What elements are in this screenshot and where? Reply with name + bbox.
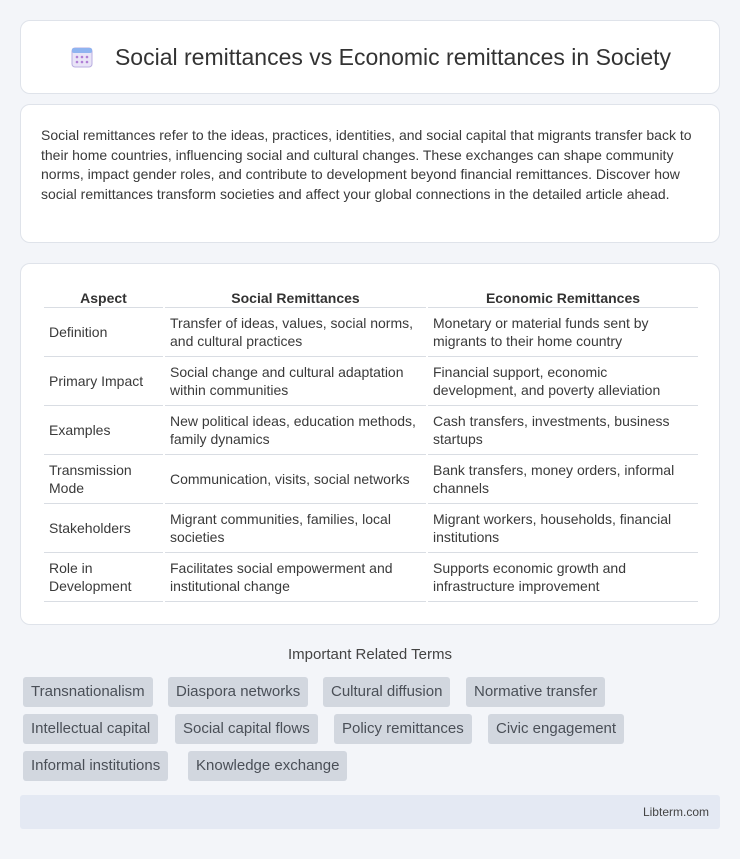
- aspect-cell: Stakeholders: [44, 504, 163, 553]
- social-cell: Social change and cultural adaptation within communities: [165, 357, 426, 406]
- economic-cell: Cash transfers, investments, business startups: [428, 406, 698, 455]
- economic-cell: Migrant workers, households, financial institutions: [428, 504, 698, 553]
- calendar-grid-icon: [69, 44, 95, 70]
- table-row: [44, 308, 698, 357]
- social-cell: Communication, visits, social networks: [165, 455, 426, 504]
- intro-card: [20, 104, 720, 243]
- term-tag-transnationalism[interactable]: Transnationalism: [23, 677, 153, 707]
- header-card: [20, 20, 720, 94]
- aspect-cell: Transmission Mode: [44, 455, 163, 504]
- table-row: [44, 553, 698, 602]
- comparison-table: [42, 284, 700, 602]
- table-row: [44, 357, 698, 406]
- header-economic: Economic Remittances: [428, 284, 698, 308]
- term-tag-knowledge-exchange[interactable]: Knowledge exchange: [188, 751, 347, 781]
- aspect-cell: Examples: [44, 406, 163, 455]
- social-cell: Facilitates social empowerment and institutional change: [165, 553, 426, 602]
- comparison-table-card: [20, 263, 720, 625]
- economic-cell: Supports economic growth and infrastructure improvement: [428, 553, 698, 602]
- footer: [20, 795, 720, 829]
- footer-site-link[interactable]: Libterm.com: [642, 805, 709, 819]
- social-cell: Transfer of ideas, values, social norms, and cultural practices: [165, 308, 426, 357]
- social-cell: Migrant communities, families, local societies: [165, 504, 426, 553]
- page-title: Social remittances vs Economic remittances in Society: [114, 43, 672, 70]
- economic-cell: Bank transfers, money orders, informal channels: [428, 455, 698, 504]
- term-tag-normative-transfer[interactable]: Normative transfer: [466, 677, 605, 707]
- economic-cell: Monetary or material funds sent by migrants to their home country: [428, 308, 698, 357]
- term-tag-intellectual-capital[interactable]: Intellectual capital: [23, 714, 158, 744]
- social-cell: New political ideas, education methods, family dynamics: [165, 406, 426, 455]
- term-tag-cultural-diffusion[interactable]: Cultural diffusion: [323, 677, 450, 707]
- term-tag-social-capital-flows[interactable]: Social capital flows: [175, 714, 318, 744]
- header-social: Social Remittances: [165, 284, 426, 308]
- economic-cell: Financial support, economic development, and poverty alleviation: [428, 357, 698, 406]
- table-header-row: [44, 284, 698, 308]
- aspect-cell: Primary Impact: [44, 357, 163, 406]
- term-tag-civic-engagement[interactable]: Civic engagement: [488, 714, 624, 744]
- table-row: [44, 504, 698, 553]
- term-tag-policy-remittances[interactable]: Policy remittances: [334, 714, 472, 744]
- table-row: [44, 455, 698, 504]
- header-aspect: Aspect: [44, 284, 163, 308]
- aspect-cell: Role in Development: [44, 553, 163, 602]
- term-tag-informal-institutions[interactable]: Informal institutions: [23, 751, 168, 781]
- table-row: [44, 406, 698, 455]
- related-terms-title: Important Related Terms: [288, 646, 452, 663]
- intro-text: Social remittances refer to the ideas, practices, identities, and social capital that migrants transfer back to their home countries, influencing social and cultural changes. These exchanges can shape community norms, impact gender roles, and contribute to development beyond financial remittances. Discover how social remittances transform societies and affect your global connections in the detailed article ahead.: [41, 127, 692, 202]
- term-tag-diaspora-networks[interactable]: Diaspora networks: [168, 677, 308, 707]
- aspect-cell: Definition: [44, 308, 163, 357]
